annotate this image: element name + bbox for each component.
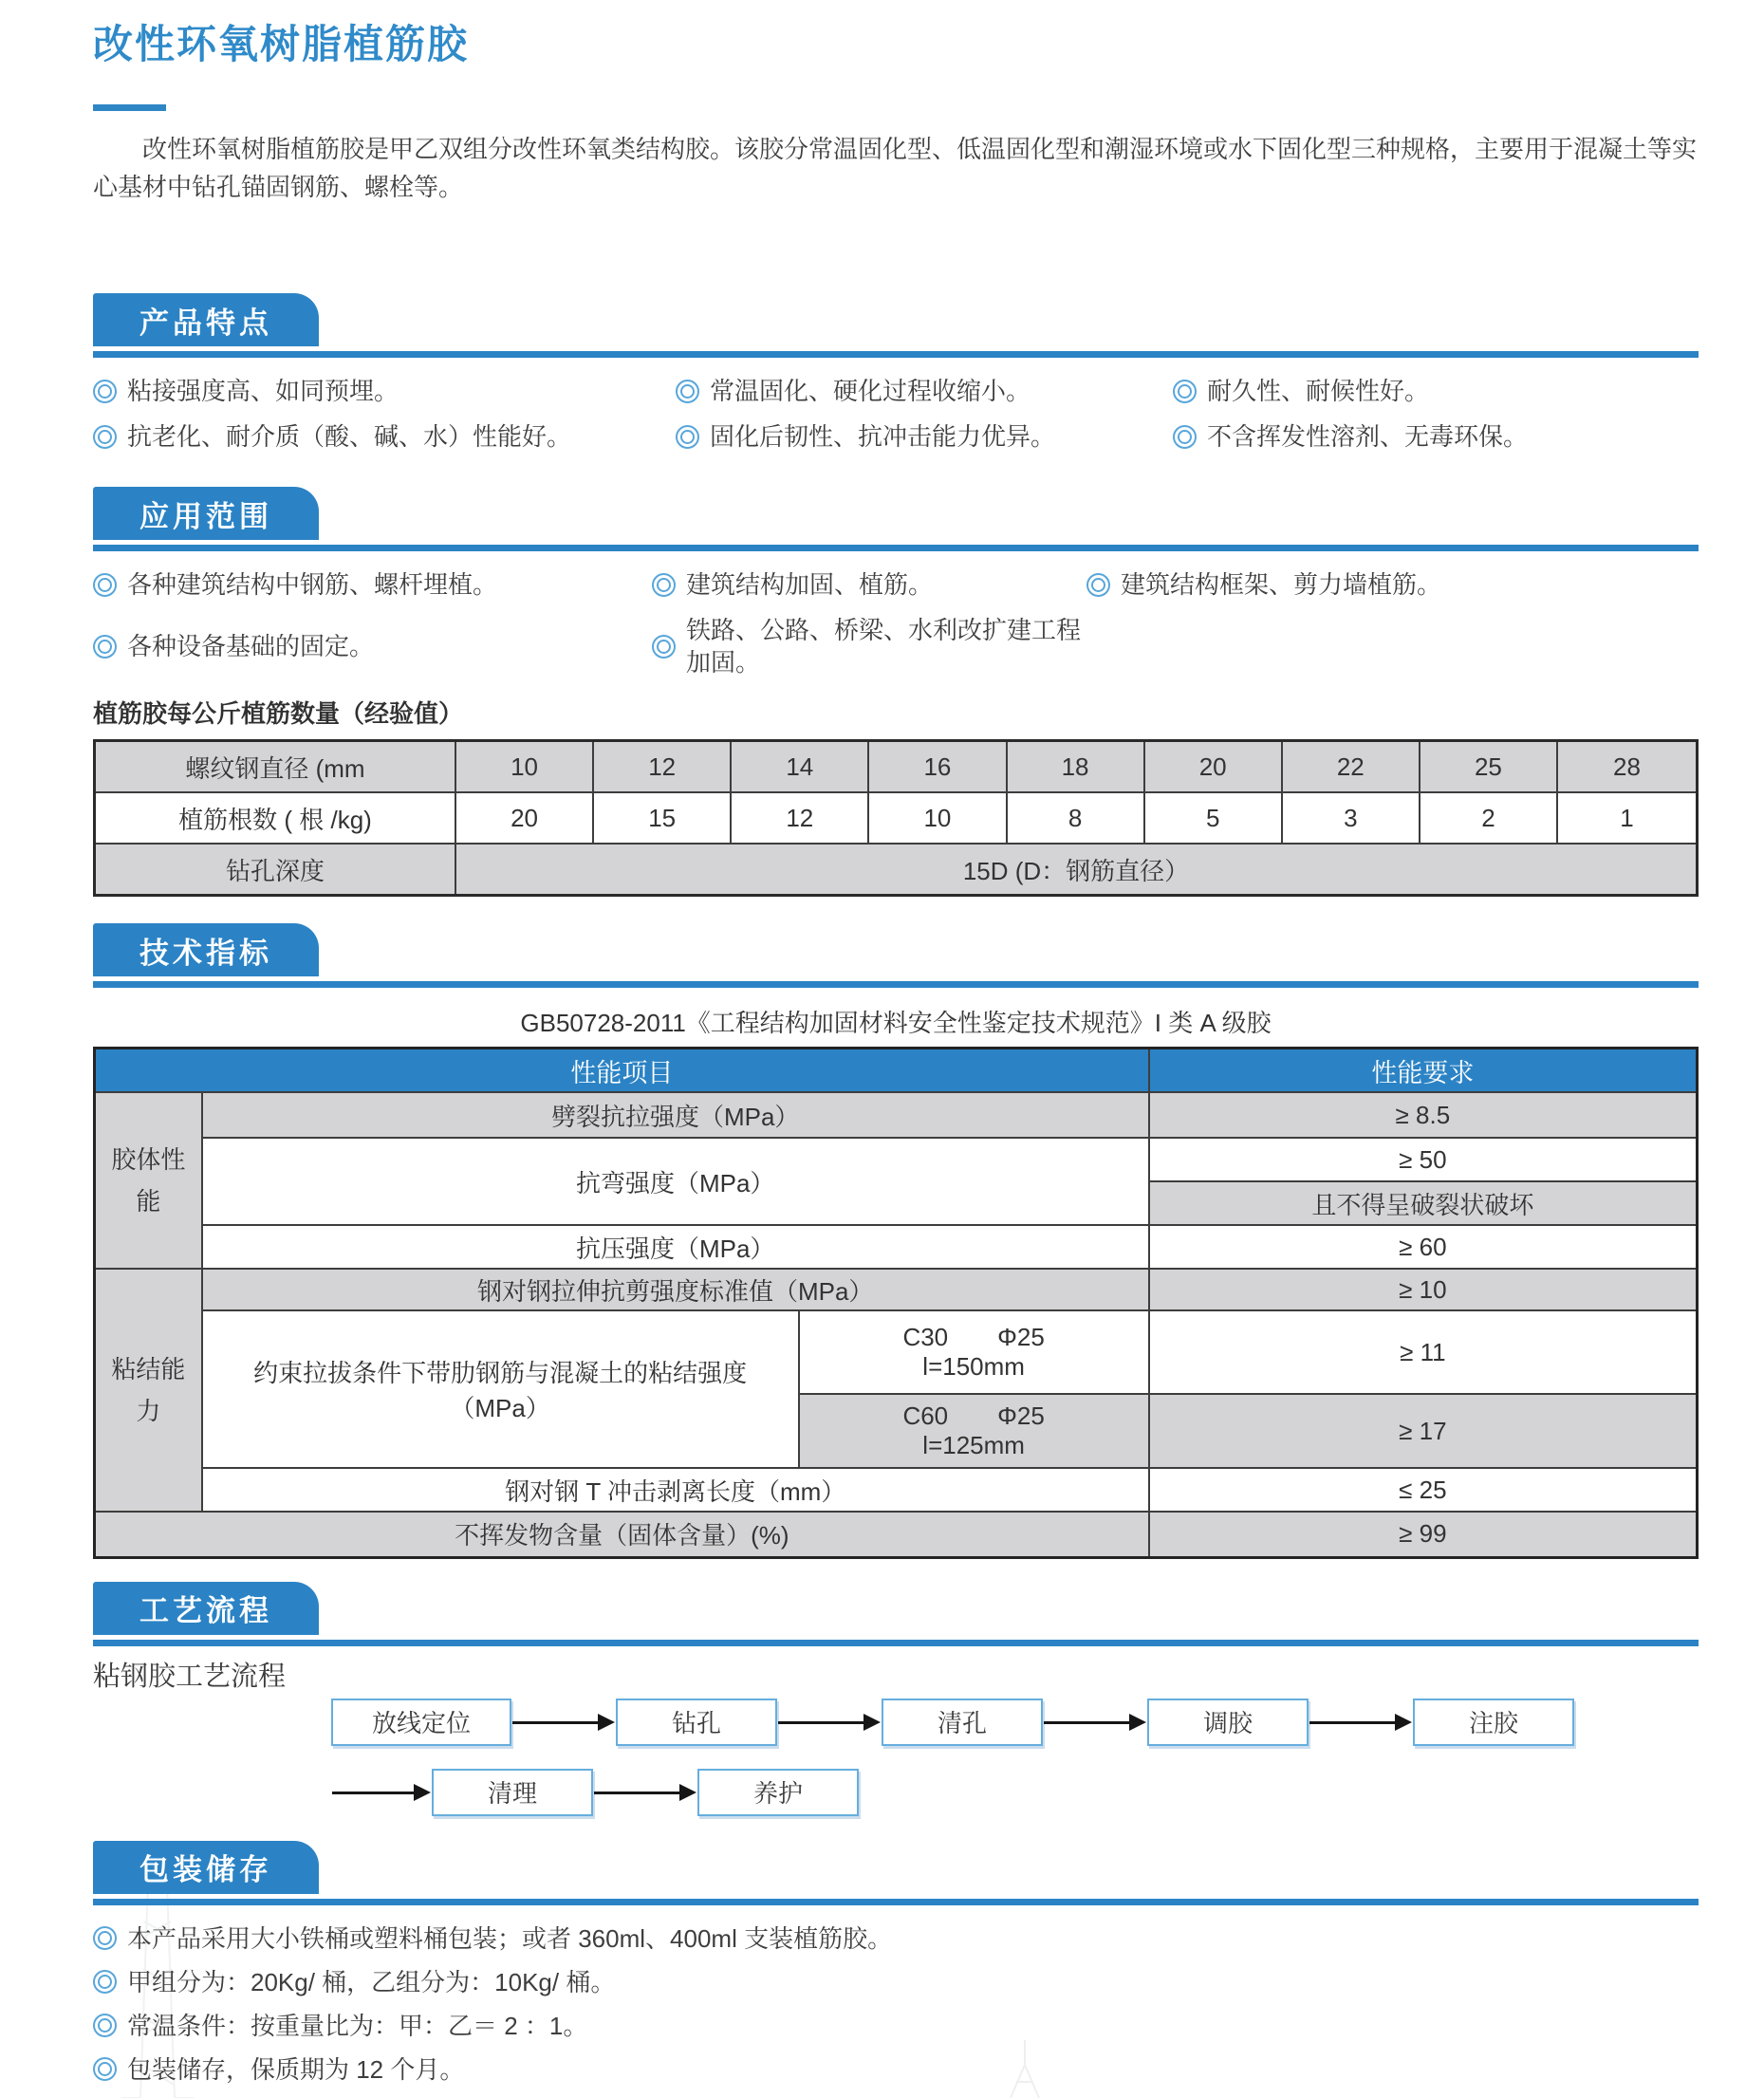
diameter-cell: 16 xyxy=(868,741,1006,793)
row-label-cell: 植筋根数 ( 根 /kg) xyxy=(95,792,456,844)
section-rule xyxy=(93,545,1699,551)
table-row xyxy=(95,1138,1698,1181)
table-row xyxy=(95,741,1698,793)
property-cell: 钢对钢 T 冲击剥离长度（mm） xyxy=(202,1468,1149,1512)
section-applications xyxy=(93,487,1699,678)
section-heading-packaging: 包装储存 xyxy=(93,1841,319,1894)
list-item xyxy=(93,2055,1699,2084)
concrete-grade: C60 xyxy=(902,1402,949,1430)
section-heading-technical: 技术指标 xyxy=(93,923,319,976)
arrow-right-icon xyxy=(1043,1714,1147,1731)
diameter-cell: 20 xyxy=(1144,741,1282,793)
title-underline-dash xyxy=(93,104,166,111)
technical-table xyxy=(93,1047,1699,1559)
list-item-label: 建筑结构框架、剪力墙植筋。 xyxy=(1121,570,1442,599)
row-label-cell: 钻孔深度 xyxy=(95,844,456,896)
requirement-cell: ≥ 17 xyxy=(1149,1394,1698,1468)
section-features xyxy=(93,293,1699,453)
arrow-right-icon xyxy=(777,1714,882,1731)
list-item xyxy=(93,1968,1699,1996)
list-item-label: 固化后韧性、抗冲击能力优异。 xyxy=(710,422,1056,451)
intro-paragraph: 改性环氧树脂植筋胶是甲乙双组分改性环氧类结构胶。该胶分常温固化型、低温固化型和潮湿环境或水下固化型三种规格，主要用于混凝土等实心基材中钻孔锚固钢筋、螺栓等。 xyxy=(93,135,1698,201)
requirement-cell: 且不得呈破裂状破坏 xyxy=(1149,1181,1698,1225)
section-rule xyxy=(93,351,1699,358)
flow-step-label: 养护 xyxy=(752,1779,803,1808)
flow-step-box xyxy=(697,1769,859,1816)
list-item xyxy=(93,614,652,678)
list-item xyxy=(93,375,676,407)
group-label-glue: 胶体性能 xyxy=(95,1092,202,1269)
list-item xyxy=(1086,568,1699,601)
section-rule xyxy=(93,981,1699,988)
property-cell: 不挥发物含量（固体含量）(%) xyxy=(95,1512,1149,1557)
process-subtitle: 粘钢胶工艺流程 xyxy=(93,1661,287,1692)
arrow-right-icon xyxy=(1309,1714,1413,1731)
diameter-cell: 14 xyxy=(731,741,868,793)
list-item-label: 建筑结构加固、植筋。 xyxy=(686,570,934,599)
requirement-cell: ≤ 25 xyxy=(1149,1468,1698,1512)
count-cell: 1 xyxy=(1557,792,1698,844)
list-item xyxy=(652,568,1086,601)
property-cell: 抗压强度（MPa） xyxy=(202,1225,1149,1269)
bullseye-icon xyxy=(93,1926,117,1950)
table-row xyxy=(95,1092,1698,1138)
flow-step-label: 清理 xyxy=(487,1779,537,1808)
process-flow-row-2 xyxy=(331,1769,1699,1816)
requirement-cell: ≥ 10 xyxy=(1149,1269,1698,1310)
diameter-cell: 10 xyxy=(455,741,593,793)
flow-step-box xyxy=(1147,1699,1309,1746)
section-packaging xyxy=(93,1841,1699,2084)
section-heading-features: 产品特点 xyxy=(93,293,319,346)
list-item xyxy=(676,420,1173,453)
packaging-list xyxy=(93,1924,1699,2084)
group-label-bond: 粘结能力 xyxy=(95,1269,202,1512)
flow-step-label: 放线定位 xyxy=(371,1709,471,1737)
standard-reference: GB50728-2011《工程结构加固材料安全性鉴定技术规范》I 类 A 级胶 xyxy=(520,1009,1272,1037)
bullseye-icon xyxy=(93,573,117,597)
header-cell-item: 性能项目 xyxy=(95,1049,1149,1093)
bar-diameter: Φ25 xyxy=(997,1402,1045,1430)
count-cell: 3 xyxy=(1282,792,1420,844)
flow-step-label: 钻孔 xyxy=(671,1709,721,1737)
bullseye-icon xyxy=(676,380,699,403)
diameter-cell: 28 xyxy=(1557,741,1698,793)
count-cell: 15 xyxy=(593,792,731,844)
flow-step-box xyxy=(616,1699,777,1746)
table-row xyxy=(95,1269,1698,1310)
concrete-grade: C30 xyxy=(902,1323,949,1351)
condition-cell xyxy=(799,1394,1149,1468)
embed-length: l=150mm xyxy=(922,1352,1025,1381)
section-process xyxy=(93,1582,1699,1816)
embed-length: l=125mm xyxy=(922,1431,1025,1459)
section-heading-applications: 应用范围 xyxy=(93,487,319,540)
bullseye-icon xyxy=(93,2014,117,2037)
process-flow-row-1 xyxy=(331,1699,1699,1746)
property-cell: 劈裂抗拉强度（MPa） xyxy=(202,1092,1149,1138)
count-cell: 5 xyxy=(1144,792,1282,844)
bullseye-icon xyxy=(1086,573,1110,597)
requirement-cell: ≥ 11 xyxy=(1149,1310,1698,1394)
table-row xyxy=(95,1310,1698,1394)
section-heading-process: 工艺流程 xyxy=(93,1582,319,1635)
list-item-label: 耐久性、耐候性好。 xyxy=(1207,377,1430,405)
flow-step-box xyxy=(432,1769,593,1816)
flow-step-box xyxy=(1413,1699,1574,1746)
dosage-table xyxy=(93,739,1699,897)
bullseye-icon xyxy=(93,2057,117,2081)
list-item-label: 粘接强度高、如同预埋。 xyxy=(127,377,399,405)
count-cell: 2 xyxy=(1420,792,1557,844)
count-cell: 8 xyxy=(1007,792,1144,844)
bar-diameter: Φ25 xyxy=(997,1323,1045,1351)
list-item-label: 各种建筑结构中钢筋、螺杆埋植。 xyxy=(127,570,498,599)
diameter-cell: 12 xyxy=(593,741,731,793)
table-row xyxy=(95,1225,1698,1269)
diameter-cell: 25 xyxy=(1420,741,1557,793)
bullseye-icon xyxy=(93,1970,117,1994)
bullseye-icon xyxy=(652,635,676,659)
section-technical xyxy=(93,923,1699,1559)
table-row xyxy=(95,844,1698,896)
count-cell: 12 xyxy=(731,792,868,844)
flow-step-label: 调胶 xyxy=(1202,1709,1253,1737)
list-item xyxy=(93,420,676,453)
flow-step-box xyxy=(331,1699,511,1746)
depth-value-cell: 15D (D：钢筋直径） xyxy=(455,844,1698,896)
list-item-label: 常温条件：按重量比为：甲：乙＝ 2 ：1。 xyxy=(127,2011,588,2040)
applications-list xyxy=(93,551,1699,678)
property-cell: 钢对钢拉伸抗剪强度标准值（MPa） xyxy=(202,1269,1149,1310)
arrow-right-icon xyxy=(511,1714,616,1731)
requirement-cell: ≥ 99 xyxy=(1149,1512,1698,1557)
list-item-label: 常温固化、硬化过程收缩小。 xyxy=(710,377,1031,405)
list-item-label: 包装储存，保质期为 12 个月。 xyxy=(127,2054,465,2084)
count-cell: 20 xyxy=(455,792,593,844)
page-title: 改性环氧树脂植筋胶 xyxy=(93,22,470,66)
flow-step-label: 注胶 xyxy=(1468,1709,1518,1737)
dosage-table-caption: 植筋胶每公斤植筋数量（经验值） xyxy=(93,699,464,728)
requirement-cell: ≥ 50 xyxy=(1149,1138,1698,1181)
header-cell-requirement: 性能要求 xyxy=(1149,1049,1698,1093)
bullseye-icon xyxy=(676,425,699,449)
row-label-cell: 螺纹钢直径 (mm xyxy=(95,741,456,793)
list-item xyxy=(1173,420,1699,453)
bullseye-icon xyxy=(93,425,117,449)
list-item-label: 抗老化、耐介质（酸、碱、水）性能好。 xyxy=(127,422,572,451)
list-item-label: 甲组分为：20Kg/ 桶，乙组分为：10Kg/ 桶。 xyxy=(127,1967,616,1996)
bullseye-icon xyxy=(93,380,117,403)
bullseye-icon xyxy=(652,573,676,597)
list-item xyxy=(652,614,1086,678)
list-item xyxy=(1173,375,1699,407)
requirement-cell: ≥ 8.5 xyxy=(1149,1092,1698,1138)
list-item-label: 铁路、公路、桥梁、水利改扩建工程加固。 xyxy=(686,616,1082,677)
property-cell: 抗弯强度（MPa） xyxy=(202,1138,1149,1225)
count-cell: 10 xyxy=(868,792,1006,844)
arrow-right-icon xyxy=(331,1784,432,1801)
table-row xyxy=(95,792,1698,844)
arrow-right-icon xyxy=(593,1784,697,1801)
flow-step-label: 清孔 xyxy=(937,1709,987,1737)
section-rule xyxy=(93,1640,1699,1646)
list-item-label: 各种设备基础的固定。 xyxy=(127,632,375,660)
list-item xyxy=(93,2012,1699,2040)
list-item-label: 不含挥发性溶剂、无毒环保。 xyxy=(1207,422,1529,451)
requirement-cell: ≥ 60 xyxy=(1149,1225,1698,1269)
bullseye-icon xyxy=(93,635,117,659)
table-row xyxy=(95,1468,1698,1512)
list-item xyxy=(93,1924,1699,1953)
diameter-cell: 22 xyxy=(1282,741,1420,793)
table-header-row xyxy=(95,1049,1698,1093)
property-cell: 约束拉拔条件下带肋钢筋与混凝土的粘结强度（MPa） xyxy=(202,1310,799,1468)
diameter-cell: 18 xyxy=(1007,741,1144,793)
bullseye-icon xyxy=(1173,380,1197,403)
list-item xyxy=(676,375,1173,407)
bullseye-icon xyxy=(1173,425,1197,449)
condition-cell xyxy=(799,1310,1149,1394)
list-item-label: 本产品采用大小铁桶或塑料桶包装；或者 360ml、400ml 支装植筋胶。 xyxy=(127,1923,893,1953)
table-row xyxy=(95,1512,1698,1557)
flow-step-box xyxy=(882,1699,1043,1746)
features-list xyxy=(93,358,1699,453)
list-item xyxy=(93,568,652,601)
section-rule xyxy=(93,1899,1699,1905)
